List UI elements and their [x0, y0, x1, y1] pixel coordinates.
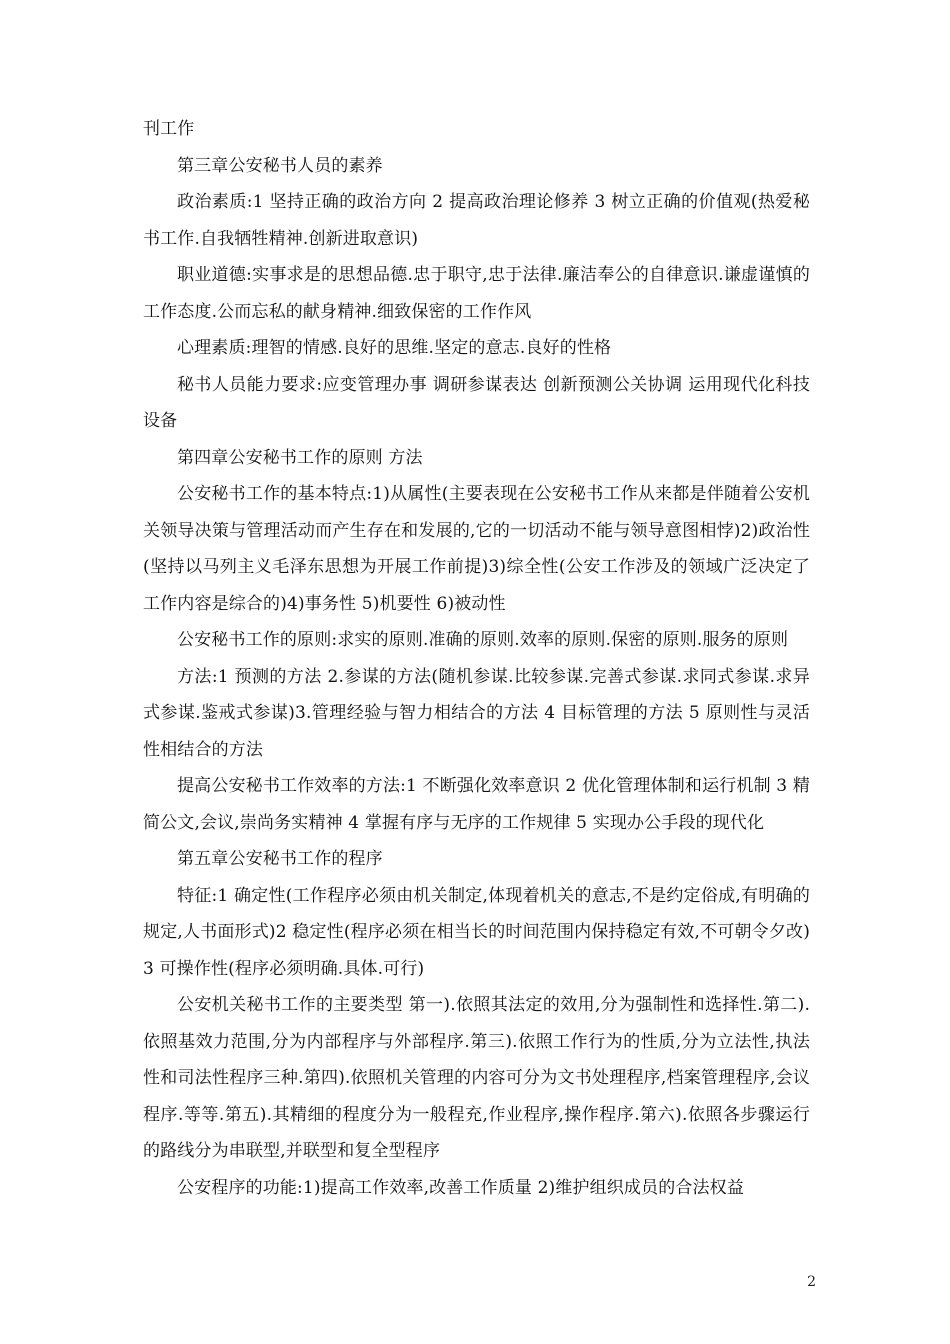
paragraph-methods: 方法:1 预测的方法 2.参谋的方法(随机参谋.比较参谋.完善式参谋.求同式参谋.求异式参谋.鉴戒式参谋)3.管理经验与智力相结合的方法 4 目标管理的方法 5 原则性与灵活性相结合的方法: [143, 666, 810, 760]
document-body: [143, 111, 810, 1206]
paragraph-psychological-quality: 心理素质:理智的情感.良好的思维.坚定的意志.良好的性格: [177, 338, 612, 358]
paragraph-procedure-features: 特征:1 确定性(工作程序必须由机关制定,体现着机关的意志,不是约定俗成,有明确的规定,人书面形式)2 稳定性(程序必须在相当长的时间范围内保持稳定有效,不可朝令夕改)3 可操作性(程序必须明确.具体.可行): [143, 885, 810, 979]
paragraph-procedure-types: 公安机关秘书工作的主要类型 第一).依照其法定的效用,分为强制性和选择性.第二).依照基效力范围,分为内部程序与外部程序.第三).依照工作行为的性质,分为立法性,执法性和司法性程序三种.第四).依照机关管理的内容可分为文书处理程序,档案管理程序,会议程序.等等.第五).其精细的程度分为一般程充,作业程序,操作程序.第六).依照各步骤运行的路线分为串联型,并联型和复全型程序: [143, 995, 810, 1161]
chapter-heading-4: 第四章公安秘书工作的原则 方法: [177, 447, 423, 468]
page-number: 2: [807, 1274, 816, 1290]
paragraph-continuation: 刊工作: [143, 119, 195, 139]
chapter-heading-3: 第三章公安秘书人员的素养: [177, 155, 383, 176]
paragraph-efficiency-methods: 提高公安秘书工作效率的方法:1 不断强化效率意识 2 优化管理体制和运行机制 3 精简公文,会议,崇尚务实精神 4 掌握有序与无序的工作规律 5 实现办公手段的现代化: [143, 776, 810, 833]
paragraph-ability-requirements: 秘书人员能力要求:应变管理办事 调研参谋表达 创新预测公关协调 运用现代化科技设备: [143, 374, 810, 431]
chapter-heading-5: 第五章公安秘书工作的程序: [177, 849, 383, 869]
paragraph-professional-ethics: 职业道德:实事求是的思想品德.忠于职守,忠于法律.廉洁奉公的自律意识.谦虚谨慎的工作态度.公而忘私的献身精神.细致保密的工作作风: [143, 265, 810, 322]
paragraph-principles: 公安秘书工作的原则:求实的原则.准确的原则.效率的原则.保密的原则.服务的原则: [177, 630, 789, 650]
paragraph-basic-features: 公安秘书工作的基本特点:1)从属性(主要表现在公安秘书工作从来都是伴随着公安机关领导决策与管理活动而产生存在和发展的,它的一切活动不能与领导意图相悖)2)政治性(坚持以马列主义毛泽东思想为开展工作前提)3)综全性(公安工作涉及的领域广泛决定了工作内容是综合的)4)事务性 5)机要性 6)被动性: [143, 484, 810, 614]
paragraph-political-quality: 政治素质:1 坚持正确的政治方向 2 提高政治理论修养 3 树立正确的价值观(热爱秘书工作.自我牺牲精神.创新进取意识): [143, 192, 810, 249]
paragraph-procedure-functions: 公安程序的功能:1)提高工作效率,改善工作质量 2)维护组织成员的合法权益: [177, 1177, 744, 1198]
